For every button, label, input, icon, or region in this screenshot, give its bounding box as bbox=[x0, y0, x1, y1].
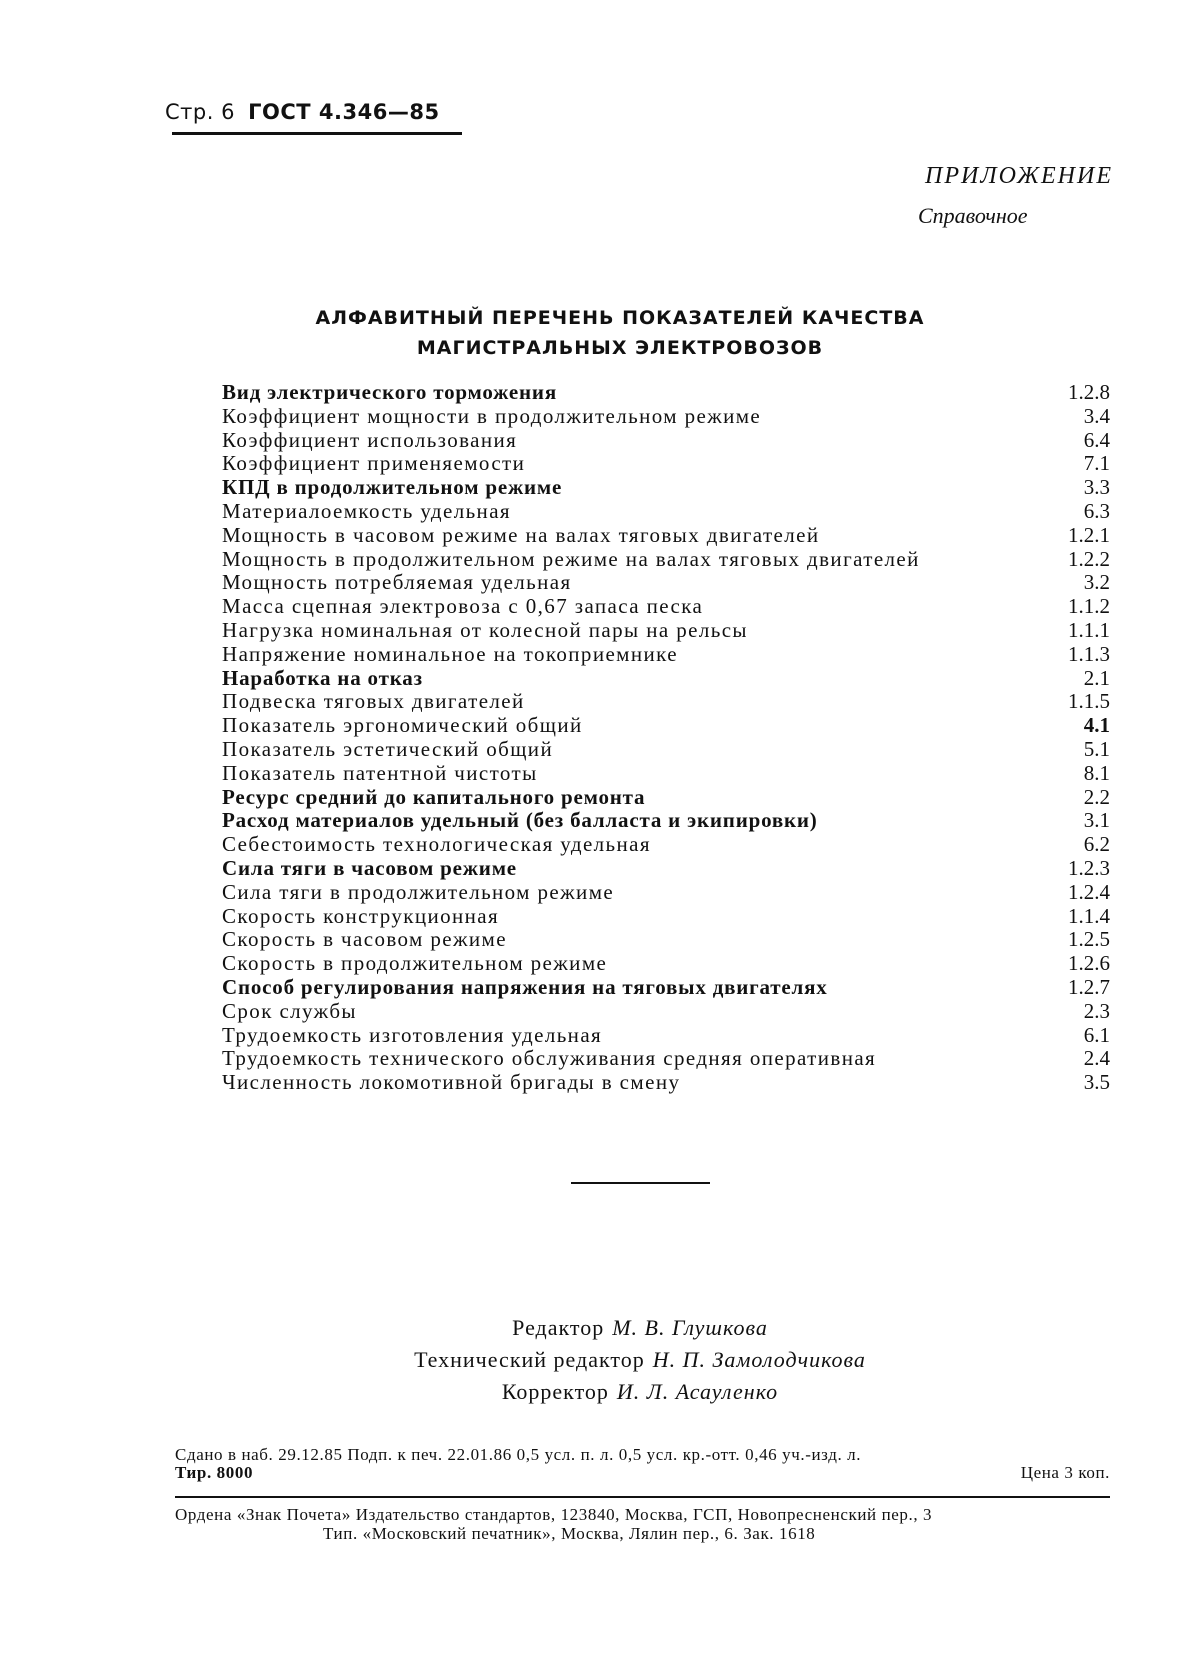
header-rule bbox=[172, 132, 462, 135]
imprint bbox=[175, 1446, 1110, 1482]
index-reference: 1.1.2 bbox=[1068, 594, 1110, 619]
index-reference: 8.1 bbox=[1083, 760, 1110, 785]
index-entry bbox=[222, 452, 1110, 476]
index-term: Показатель патентной чистоты bbox=[222, 760, 538, 785]
quality-index-list bbox=[222, 381, 1110, 1095]
index-term: Сила тяги в продолжительном режиме bbox=[222, 879, 615, 904]
index-entry bbox=[222, 881, 1110, 905]
index-term: Мощность потребляемая удельная bbox=[222, 570, 572, 595]
index-term: Материалоемкость удельная bbox=[222, 498, 511, 523]
index-reference: 1.1.4 bbox=[1068, 903, 1110, 928]
index-reference: 1.2.8 bbox=[1068, 380, 1110, 404]
imprint-dates: Сдано в наб. 29.12.85 Подп. к печ. 22.01.86 0,5 усл. п. л. 0,5 усл. кр.-отт. 0,46 уч.-изд. л. bbox=[175, 1445, 862, 1464]
index-term: Мощность в часовом режиме на валах тяговых двигателей bbox=[222, 522, 820, 547]
index-term: Трудоемкость технического обслуживания средняя оперативная bbox=[222, 1046, 877, 1071]
title-line-1: АЛФАВИТНЫЙ ПЕРЕЧЕНЬ ПОКАЗАТЕЛЕЙ КАЧЕСТВА bbox=[315, 307, 925, 329]
index-term: Ресурс средний до капитального ремонта bbox=[222, 784, 646, 809]
index-entry bbox=[222, 1071, 1110, 1095]
index-term: Подвеска тяговых двигателей bbox=[222, 689, 525, 714]
index-entry bbox=[222, 786, 1110, 810]
credit-editor: Редактор М. В. Глушкова bbox=[512, 1315, 768, 1340]
index-term: Скорость в продолжительном режиме bbox=[222, 951, 608, 976]
index-reference: 3.3 bbox=[1083, 475, 1110, 500]
index-term: Коэффициент использования bbox=[222, 427, 518, 452]
index-term: Нагрузка номинальная от колесной пары на рельсы bbox=[222, 617, 748, 642]
credit-tech-editor: Технический редактор Н. П. Замолодчикова bbox=[414, 1347, 866, 1372]
index-entry bbox=[222, 928, 1110, 952]
index-reference: 3.5 bbox=[1083, 1070, 1110, 1095]
publisher-line-1: Ордена «Знак Почета» Издательство стандартов, 123840, Москва, ГСП, Новопресненский пер., 3 bbox=[175, 1505, 933, 1524]
index-term: Коэффициент мощности в продолжительном режиме bbox=[222, 403, 762, 428]
title-line-2: МАГИСТРАЛЬНЫХ ЭЛЕКТРОВОЗОВ bbox=[416, 337, 824, 359]
index-term: Напряжение номинальное на токоприемнике bbox=[222, 641, 678, 666]
index-term: Срок службы bbox=[222, 998, 357, 1023]
index-reference: 1.2.6 bbox=[1068, 951, 1110, 976]
index-term: Себестоимость технологическая удельная bbox=[222, 832, 651, 857]
circulation: Тир. 8000 bbox=[175, 1463, 254, 1482]
index-entry bbox=[222, 476, 1110, 500]
index-reference: 2.1 bbox=[1083, 665, 1110, 690]
index-term: Мощность в продолжительном режиме на валах тяговых двигателей bbox=[222, 546, 920, 571]
index-entry bbox=[222, 429, 1110, 453]
index-entry bbox=[222, 809, 1110, 833]
index-entry bbox=[222, 905, 1110, 929]
index-term: Коэффициент применяемости bbox=[222, 451, 526, 476]
index-term: Скорость в часовом режиме bbox=[222, 927, 507, 952]
index-entry bbox=[222, 857, 1110, 881]
index-reference: 7.1 bbox=[1083, 451, 1110, 476]
index-entry bbox=[222, 1024, 1110, 1048]
index-term: Показатель эргономический общий bbox=[222, 713, 583, 738]
index-term: Численность локомотивной бригады в смену bbox=[222, 1070, 681, 1095]
page-header bbox=[165, 100, 440, 124]
index-reference: 2.4 bbox=[1083, 1046, 1110, 1071]
index-reference: 1.2.7 bbox=[1068, 974, 1110, 999]
index-term: Масса сцепная электровоза с 0,67 запаса песка bbox=[222, 594, 704, 619]
index-entry bbox=[222, 381, 1110, 405]
index-reference: 1.1.1 bbox=[1068, 617, 1110, 642]
index-term: Способ регулирования напряжения на тяговых двигателях bbox=[222, 974, 828, 999]
index-entry bbox=[222, 524, 1110, 548]
index-entry bbox=[222, 738, 1110, 762]
index-entry bbox=[222, 976, 1110, 1000]
index-entry bbox=[222, 833, 1110, 857]
imprint-circulation-price bbox=[175, 1464, 1110, 1482]
index-reference: 6.1 bbox=[1083, 1022, 1110, 1047]
index-term: КПД в продолжительном режиме bbox=[222, 475, 563, 500]
index-entry bbox=[222, 619, 1110, 643]
index-reference: 1.1.5 bbox=[1068, 689, 1110, 714]
index-reference: 1.1.3 bbox=[1068, 641, 1110, 666]
index-reference: 1.2.4 bbox=[1068, 879, 1110, 904]
credit-proofreader: Корректор И. Л. Асауленко bbox=[501, 1379, 779, 1404]
index-entry bbox=[222, 714, 1110, 738]
index-reference: 1.2.5 bbox=[1068, 927, 1110, 952]
index-entry bbox=[222, 595, 1110, 619]
publisher-info bbox=[175, 1505, 1110, 1543]
index-entry bbox=[222, 1047, 1110, 1071]
credits bbox=[370, 1312, 910, 1408]
index-reference: 3.1 bbox=[1083, 808, 1110, 833]
appendix-title: ПРИЛОЖЕНИЕ bbox=[925, 163, 1113, 189]
index-reference: 1.2.3 bbox=[1068, 855, 1110, 880]
index-reference: 6.2 bbox=[1083, 832, 1110, 857]
index-entry bbox=[222, 643, 1110, 667]
index-term: Сила тяги в часовом режиме bbox=[222, 855, 517, 880]
price: Цена 3 коп. bbox=[1020, 1463, 1110, 1482]
section-divider bbox=[571, 1182, 710, 1184]
publisher-line-2: Тип. «Московский печатник», Москва, Лялин пер., 6. Зак. 1618 bbox=[323, 1524, 816, 1543]
index-term: Скорость конструкционная bbox=[222, 903, 500, 928]
index-reference: 2.3 bbox=[1083, 998, 1110, 1023]
index-reference: 3.2 bbox=[1083, 570, 1110, 595]
index-reference: 5.1 bbox=[1083, 736, 1110, 761]
index-term: Вид электрического торможения bbox=[222, 380, 557, 404]
index-entry bbox=[222, 690, 1110, 714]
index-term: Расход материалов удельный (без балласта и экипировки) bbox=[222, 808, 818, 833]
index-reference: 4.1 bbox=[1083, 713, 1110, 738]
standard-number: ГОСТ 4.346—85 bbox=[248, 100, 440, 124]
index-reference: 6.4 bbox=[1083, 427, 1110, 452]
index-reference: 1.2.1 bbox=[1068, 522, 1110, 547]
document-title bbox=[300, 303, 940, 363]
index-entry bbox=[222, 762, 1110, 786]
index-reference: 2.2 bbox=[1083, 784, 1110, 809]
index-reference: 3.4 bbox=[1083, 403, 1110, 428]
index-entry bbox=[222, 548, 1110, 572]
index-term: Наработка на отказ bbox=[222, 665, 423, 690]
index-entry bbox=[222, 952, 1110, 976]
index-entry bbox=[222, 500, 1110, 524]
index-term: Трудоемкость изготовления удельная bbox=[222, 1022, 603, 1047]
index-entry bbox=[222, 405, 1110, 429]
index-entry bbox=[222, 667, 1110, 691]
index-term: Показатель эстетический общий bbox=[222, 736, 554, 761]
index-entry bbox=[222, 571, 1110, 595]
page-number: Стр. 6 bbox=[165, 100, 235, 124]
index-entry bbox=[222, 1000, 1110, 1024]
appendix-subtitle: Справочное bbox=[918, 203, 1028, 228]
imprint-rule bbox=[175, 1496, 1110, 1498]
index-reference: 1.2.2 bbox=[1068, 546, 1110, 571]
index-reference: 6.3 bbox=[1083, 498, 1110, 523]
